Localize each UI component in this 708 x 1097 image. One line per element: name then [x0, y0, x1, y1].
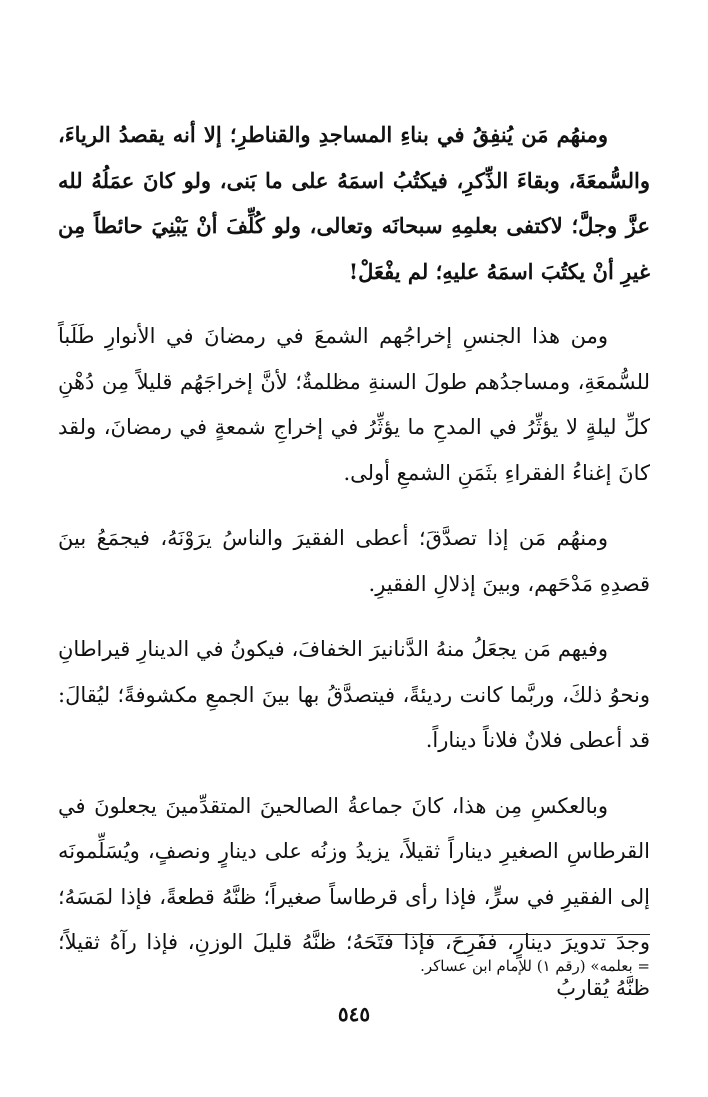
footnote-divider	[375, 934, 650, 935]
paragraph-3: ومنهُم مَن إذا تصدَّقَ؛ أعطى الفقيرَ والناسُ يرَوْنَهُ، فيجمَعُ بينَ قصدِهِ مَدْحَهم، وبينَ إذلالِ الفقيرِ.	[58, 526, 650, 596]
paragraph-4: وفيهم مَن يجعَلُ منهُ الدَّنانيرَ الخفافَ، فيكونُ في الدينارِ قيراطانِ ونحوُ ذلكَ، وربَّما كانت رديئةً، فيتصدَّقُ بها بينَ الجمعِ مكشوفةً؛ ليُقالَ: قد أعطى فلانٌ فلاناً ديناراً.	[58, 637, 650, 752]
paragraph-2: ومن هذا الجنسِ إخراجُهم الشمعَ في رمضانَ في الأنوارِ طَلَباً للسُّمعَةِ، ومساجدُهم طولَ السنةِ مظلمةٌ؛ لأنَّ إخراجَهُم قليلاً مِن دُهْنِ كلِّ ليلةٍ لا يؤثِّرُ في المدحِ ما يؤثِّرُ في إخراجِ شمعةٍ في رمضانَ، ولقد كانَ إغناءُ الفقراءِ بثَمَنِ الشمعِ أولى.	[58, 324, 650, 485]
footnote: = بعلمه» (رقم ١) للإمام ابن عساكر.	[420, 957, 650, 975]
paragraph-5: وبالعكسِ مِن هذا، كانَ جماعةُ الصالحينَ المتقدِّمينَ يجعلونَ في القرطاسِ الصغيرِ ديناراً ثقيلاً، يزيدُ وزنُه على دينارٍ ونصفٍ، ويُسَلِّمونَه إلى الفقيرِ في سرٍّ، فإذا رأى قرطاساً صغيراً؛ ظنَّهُ قطعةً، فإذا لمَسَهُ؛ وجدَ تدويرَ دينارٍ، ففَرِحَ، فإذا فتَحَهُ؛ ظنَّهُ قليلَ الوزنِ، فإذا رآهُ ثقيلاً؛ ظنَّهُ يُقاربُ	[58, 793, 650, 1000]
body-text	[58, 112, 650, 1011]
page-number: ٥٤٥	[337, 1002, 371, 1026]
paragraph-1: ومنهُم مَن يُنفِقُ في بناءِ المساجدِ والقناطرِ؛ إلا أنه يقصدُ الرياءَ، والسُّمعَةَ، وبقاءَ الذِّكرِ، فيكتُبُ اسمَهُ على ما بَنى، ولو كانَ عمَلُهُ لله عزَّ وجلَّ؛ لاكتفى بعلمِهِ سبحانَه وتعالى، ولو كُلِّفَ أنْ يَبْنِيَ حائطاً مِن غيرِ أنْ يكتُبَ اسمَهُ عليهِ؛ لم يفْعَلْ!	[58, 122, 650, 284]
